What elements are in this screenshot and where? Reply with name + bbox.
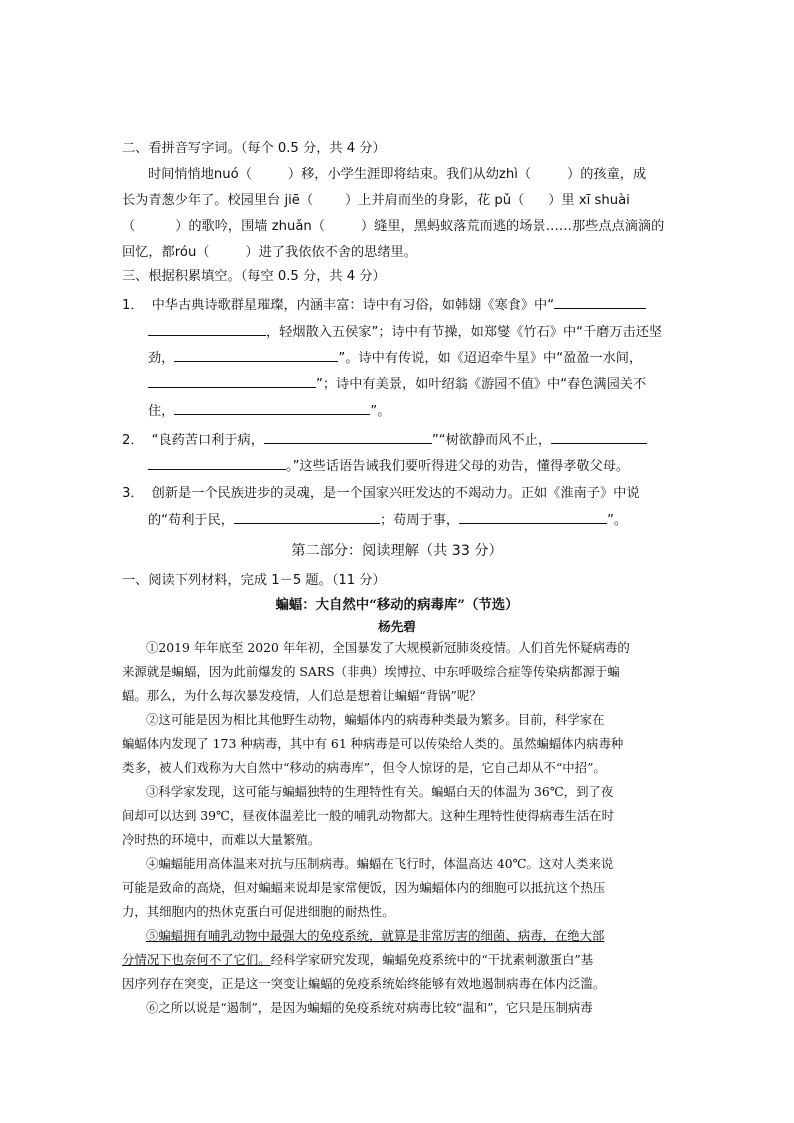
article-line: ⑥之所以说是“遏制”，是因为蝙蝠的免疫系统对病毒比较“温和”，它只是压制病毒 bbox=[146, 1000, 593, 1015]
article-line: 蝙蝠体内发现了 173 种病毒，其中有 61 种病毒是可以传染给人类的。虽然蝙蝠体内病毒种 bbox=[122, 736, 624, 751]
article-line: 类多，被人们戏称为大自然中“移动的病毒库”，但令人惊讶的是，它自己却从不“中招”。 bbox=[122, 760, 606, 775]
q3-line-1: 3． 创新是一个民族进步的灵魂，是一个国家兴旺发达的不竭动力。正如《淮南子》中说 bbox=[122, 486, 640, 501]
article-line: ④蝙蝠能用高体温来对抗与压制病毒。蝙蝠在飞行时，体温高达 40℃。这对人类来说 bbox=[146, 856, 614, 871]
article-title: 蝙蝠：大自然中“移动的病毒库”（节选） bbox=[275, 597, 519, 613]
part2-title: 第二部分：阅读理解（共 33 分） bbox=[291, 543, 503, 559]
reading-question-heading: 一、阅读下列材料，完成 1－5 题。（11 分） bbox=[122, 573, 386, 588]
fill-blank-5[interactable] bbox=[174, 401, 370, 415]
article-line: 冷时热的环境中，而难以大量繁殖。 bbox=[122, 832, 321, 847]
fill-blank-6[interactable] bbox=[264, 430, 432, 444]
q2-line-1: 2． “良药苦口利于病， ”“树欲静而风不止， bbox=[122, 430, 647, 450]
section3-heading: 三、根据积累填空。（每空 0.5 分，共 4 分） bbox=[122, 269, 386, 284]
article-line: 分情况下也奈何不了它们。经科学家研究发现，蝙蝠免疫系统中的“干扰素刺激蛋白”基 bbox=[122, 952, 594, 967]
article-line: 蝠。那么，为什么每次暴发疫情，人们总是想着让蝙蝠“背锅”呢？ bbox=[122, 688, 482, 703]
q1-line-1: 1． 中华古典诗歌群星璀璨，内涵丰富：诗中有习俗，如韩翃《寒食》中“ bbox=[122, 295, 646, 315]
pinyin-line-1: 时间悄悄地nuó（ ）移，小学生涯即将结束。我们从幼zhì（ ）的孩童，成 bbox=[148, 167, 647, 182]
q1-line-5: 住， ”。 bbox=[148, 401, 390, 421]
fill-blank-2[interactable] bbox=[148, 322, 266, 336]
fill-blank-3[interactable] bbox=[174, 348, 338, 362]
pinyin-line-4: 回忆，都róu（ ）进了我依依不舍的思绪里。 bbox=[122, 245, 417, 260]
article-line: 力，其细胞内的热休克蛋白可促进细胞的耐热性。 bbox=[122, 904, 395, 919]
q1-line-2: ，轻烟散入五侯家”；诗中有节操，如郑燮《竹石》中“千磨万击还坚 bbox=[148, 322, 662, 342]
q2-line-2: 。”这些话语告诫我们要听得进父母的劝告，懂得孝敬父母。 bbox=[148, 456, 629, 476]
article-line: ①2019 年年底至 2020 年年初，全国暴发了大规模新冠肺炎疫情。人们首先怀疑病毒的 bbox=[146, 640, 630, 655]
q3-line-2: 的“苟利于民， ；苟周于事， ”。 bbox=[148, 510, 627, 530]
fill-blank-8[interactable] bbox=[148, 456, 286, 470]
article-author: 杨先碧 bbox=[378, 619, 416, 634]
fill-blank-4[interactable] bbox=[148, 374, 316, 388]
fill-blank-10[interactable] bbox=[459, 510, 607, 524]
q1-line-3: 劲， ”。诗中有传说，如《迢迢牵牛星》中“盈盈一水间， bbox=[148, 348, 642, 368]
underlined-sentence: 分情况下也奈何不了它们。 bbox=[122, 952, 271, 967]
fill-blank-7[interactable] bbox=[551, 430, 647, 444]
article-line: ②这可能是因为相比其他野生动物，蝙蝠体内的病毒种类最为繁多。目前，科学家在 bbox=[146, 712, 605, 727]
article-line: 来源就是蝙蝠，因为此前爆发的 SARS（非典）埃博拉、中东呼吸综合症等传染病都源于蝙 bbox=[122, 664, 620, 679]
pinyin-line-2: 长为青葱少年了。校园里台 jiē（ ）上并肩而坐的身影，花 pǔ（ ）里 xī shuài bbox=[122, 193, 630, 208]
article-line: 间却可以达到 39℃，昼夜体温差比一般的哺乳动物都大。这种生理特性使得病毒生活在时 bbox=[122, 808, 615, 823]
fill-blank-1[interactable] bbox=[554, 295, 646, 309]
article-line-underlined: ⑤蝙蝠拥有哺乳动物中最强大的免疫系统，就算是非常厉害的细菌、病毒，在绝大部 bbox=[146, 928, 605, 943]
fill-blank-9[interactable] bbox=[234, 510, 380, 524]
article-line: 可能是致命的高烧，但对蝙蝠来说却是家常便饭，因为蝙蝠体内的细胞可以抵抗这个热压 bbox=[122, 880, 606, 895]
pinyin-line-3: （ ）的歌吟，围墙 zhuǎn（ ）缝里，黑蚂蚁落荒而逃的场景……那些点点滴滴的 bbox=[122, 219, 665, 234]
section2-heading: 二、看拼音写字词。（每个 0.5 分，共 4 分） bbox=[122, 141, 386, 156]
article-line: 因序列存在突变，正是这一突变让蝙蝠的免疫系统始终能够有效地遏制病毒在体内泛滥。 bbox=[122, 976, 606, 991]
article-line: ③科学家发现，这可能与蝙蝠独特的生理特性有关。蝙蝠白天的体温为 36℃，到了夜 bbox=[146, 784, 614, 799]
q1-line-4: ”；诗中有美景，如叶绍翁《游园不值》中“春色满园关不 bbox=[148, 374, 646, 394]
